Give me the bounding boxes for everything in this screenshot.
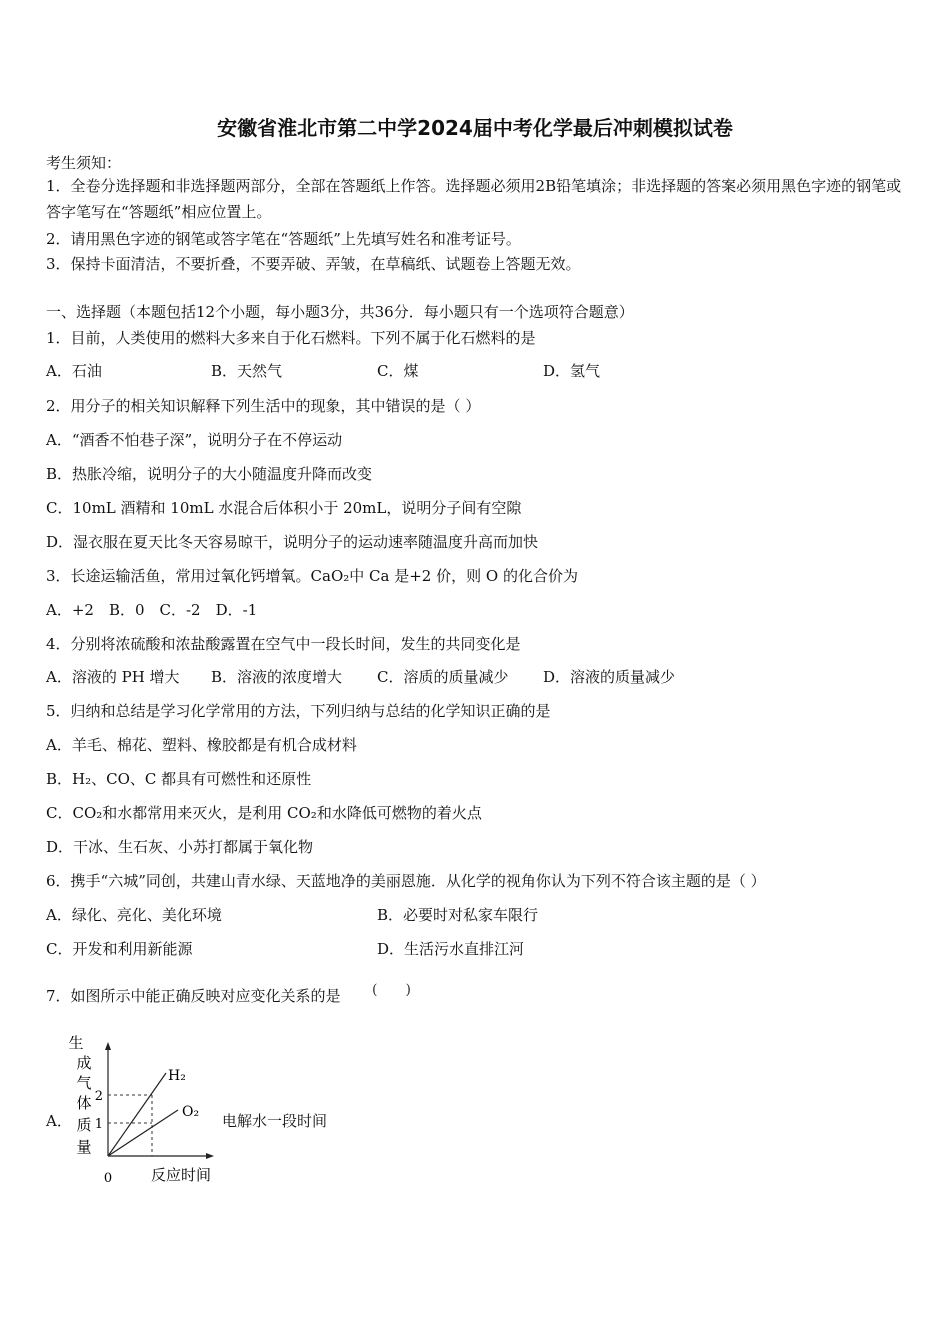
graph-ylabel-char: 体 bbox=[76, 1094, 92, 1112]
notice-heading: 考生须知： bbox=[46, 154, 122, 172]
q1-stem: 1．目前，人类使用的燃料大多来自于化石燃料。下列不属于化石燃料的是 bbox=[46, 329, 536, 347]
q5-stem: 5．归纳和总结是学习化学常用的方法，下列归纳与总结的化学知识正确的是 bbox=[46, 702, 551, 720]
notice-item-2: 2．请用黑色字迹的钢笔或答字笔在“答题纸”上先填写姓名和准考证号。 bbox=[46, 230, 521, 248]
notice-item-1: 1．全卷分选择题和非选择题两部分，全部在答题纸上作答。选择题必须用2B铅笔填涂；非选择题的答案必须用黑色字迹的钢笔或答字笔写在“答题纸”相应位置上。 bbox=[46, 177, 902, 221]
q5-option-c: C．CO₂和水都常用来灭火，是利用 CO₂和水降低可燃物的着火点 bbox=[46, 804, 482, 822]
q6-option-b: B．必要时对私家车限行 bbox=[377, 906, 539, 924]
q2-stem: 2．用分子的相关知识解释下列生活中的现象，其中错误的是（ ） bbox=[46, 397, 481, 415]
graph-y-arrow bbox=[105, 1042, 111, 1050]
graph-xlabel: 反应时间 bbox=[150, 1166, 212, 1184]
series-o2-label: O₂ bbox=[182, 1104, 200, 1120]
series-h2-line bbox=[108, 1073, 166, 1156]
q5-option-a: A．羊毛、棉花、塑料、橡胶都是有机合成材料 bbox=[46, 736, 357, 754]
q4-stem: 4．分别将浓硫酸和浓盐酸露置在空气中一段长时间，发生的共同变化是 bbox=[46, 635, 521, 653]
graph-ytick-1: 1 bbox=[94, 1117, 103, 1132]
q2-option-c: C．10mL 酒精和 10mL 水混合后体积小于 20mL，说明分子间有空隙 bbox=[46, 499, 522, 517]
graph-ylabel-char: 质 bbox=[76, 1116, 92, 1134]
q6-option-c: C．开发和利用新能源 bbox=[46, 940, 193, 958]
q4-option-b: B．溶液的浓度增大 bbox=[211, 668, 343, 686]
q5-option-d: D．干冰、生石灰、小苏打都属于氧化物 bbox=[46, 838, 314, 856]
series-h2-label: H₂ bbox=[168, 1068, 186, 1084]
q2-option-b: B．热胀冷缩，说明分子的大小随温度升降而改变 bbox=[46, 465, 373, 483]
q4-option-c: C．溶质的质量减少 bbox=[377, 668, 509, 686]
q6-option-a: A．绿化、亮化、美化环境 bbox=[46, 906, 222, 924]
q5-option-b: B．H₂、CO、C 都具有可燃性和还原性 bbox=[46, 770, 312, 788]
electrolysis-graph bbox=[46, 1028, 366, 1193]
q1-option-d: D．氢气 bbox=[543, 362, 601, 380]
graph-ylabel-char: 量 bbox=[76, 1138, 92, 1156]
q7-option-a-text: 电解水一段时间 bbox=[222, 1112, 328, 1130]
q6-stem: 6．携手“六城”同创，共建山青水绿、天蓝地净的美丽恩施．从化学的视角你认为下列不符合该主题的是（ ） bbox=[46, 872, 766, 890]
q1-option-b: B．天然气 bbox=[211, 362, 283, 380]
graph-x-arrow bbox=[206, 1153, 214, 1159]
series-o2-line bbox=[108, 1110, 178, 1156]
q1-option-a: A．石油 bbox=[46, 362, 102, 380]
q6-option-d: D．生活污水直排江河 bbox=[377, 940, 525, 958]
graph-ytick-2: 2 bbox=[94, 1089, 103, 1104]
q7-option-a-label: A． bbox=[46, 1112, 72, 1130]
notice-item-3: 3．保持卡面清洁，不要折叠，不要弄破、弄皱，在草稿纸、试题卷上答题无效。 bbox=[46, 255, 581, 273]
page-title: 安徽省淮北市第二中学2024届中考化学最后冲刺模拟试卷 bbox=[217, 116, 733, 140]
q2-option-a: A．“酒香不怕巷子深”，说明分子在不停运动 bbox=[46, 431, 343, 449]
q3-stem: 3．长途运输活鱼，常用过氧化钙增氧。CaO₂中 Ca 是+2 价，则 O 的化合价为 bbox=[46, 567, 578, 585]
q7-stem: 7．如图所示中能正确反映对应变化关系的是 bbox=[46, 987, 341, 1005]
section-heading: 一、选择题（本题包括12个小题，每小题3分，共36分．每小题只有一个选项符合题意） bbox=[46, 303, 634, 321]
q2-option-d: D．湿衣服在夏天比冬天容易晾干，说明分子的运动速率随温度升高而加快 bbox=[46, 533, 539, 551]
q3-options: A．+2 B．0 C．-2 D．-1 bbox=[46, 601, 258, 619]
q4-option-a: A．溶液的 PH 增大 bbox=[46, 668, 180, 686]
graph-ylabel-char: 成 bbox=[76, 1054, 92, 1072]
graph-ylabel-char: 气 bbox=[76, 1074, 92, 1092]
q7-answer-paren: ( ) bbox=[372, 982, 411, 998]
graph-ylabel-char: 生 bbox=[68, 1034, 84, 1052]
q4-option-d: D．溶液的质量减少 bbox=[543, 668, 676, 686]
q1-option-c: C．煤 bbox=[377, 362, 419, 380]
graph-origin: 0 bbox=[103, 1171, 113, 1186]
